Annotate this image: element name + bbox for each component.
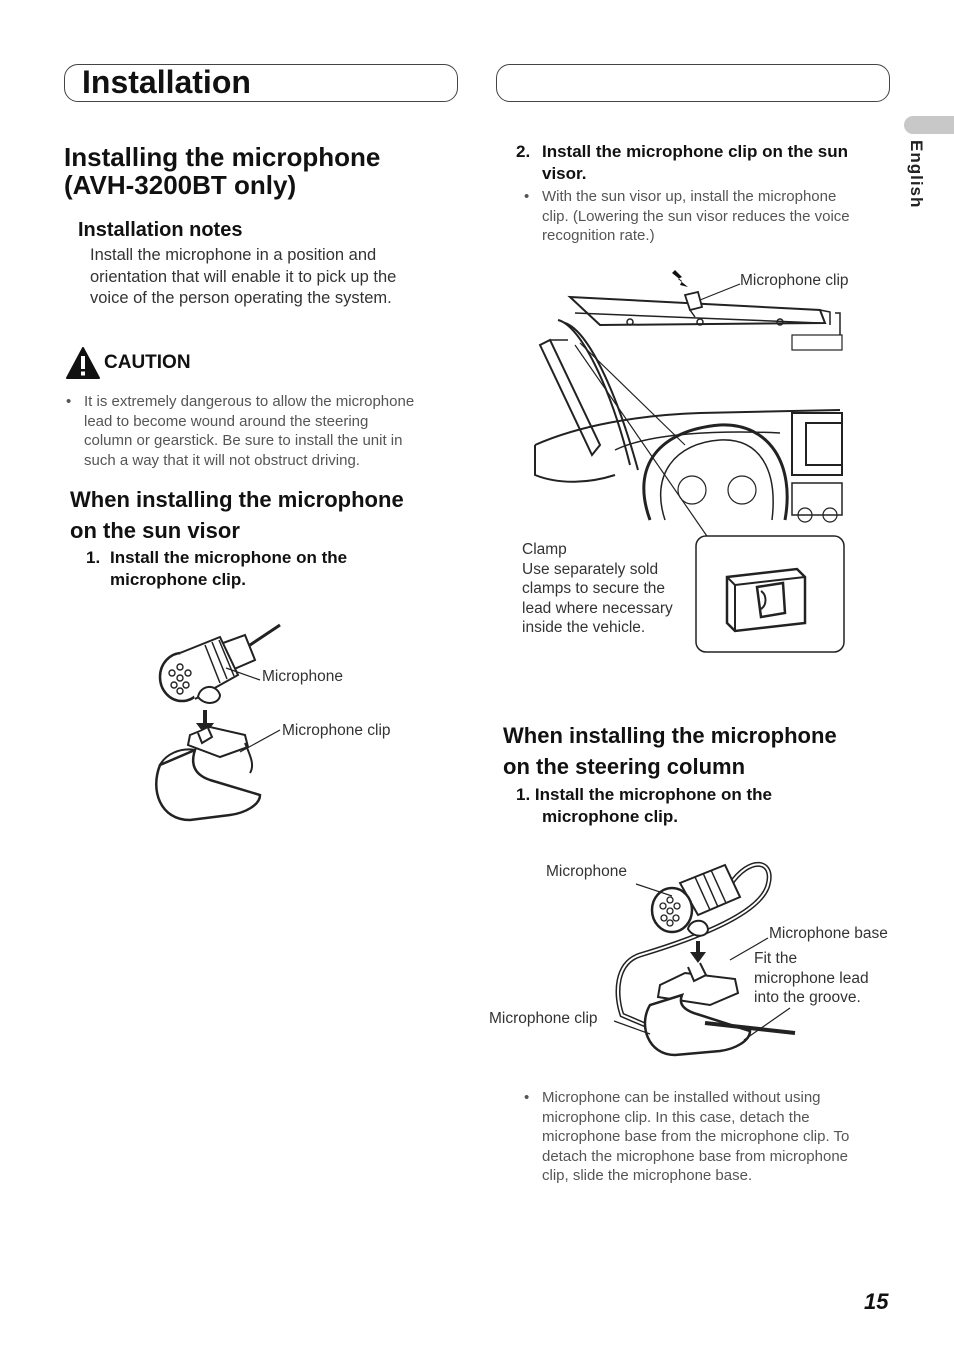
sunvisor-heading-line1: When installing the microphone [70, 487, 404, 512]
fig2-label-clip: Microphone clip [740, 272, 849, 289]
step2 [516, 141, 848, 185]
clamp-line: lead where necessary [522, 599, 673, 617]
caution-bullet [66, 392, 414, 470]
microphone-clip-illustration [150, 615, 290, 830]
fig3-fit-line: Fit the [754, 950, 798, 967]
fig3-leaders [0, 0, 1, 1]
step3-line: 1. Install the microphone on the [516, 785, 772, 804]
caution-line: It is extremely dangerous to allow the microphone [84, 393, 415, 410]
sunvisor-heading-line2: on the sun visor [70, 518, 240, 543]
clamp-inset-illustration [695, 535, 845, 653]
bullet-dot-icon: • [524, 188, 530, 205]
step2-bullet-line: With the sun visor up, install the microphone [542, 188, 837, 205]
section-title-line1: Installing the microphone [64, 142, 381, 172]
note-line: microphone clip. In this case, detach the [542, 1108, 810, 1126]
fig3-fit-line: into the groove. [754, 989, 861, 1006]
caution-label: CAUTION [104, 352, 191, 373]
steering-heading [503, 720, 837, 782]
warning-triangle-icon [66, 347, 100, 379]
page-title: Installation [82, 64, 251, 100]
step3 [516, 784, 772, 828]
section-title [64, 143, 380, 199]
clamp-text [522, 540, 673, 638]
step1 [86, 547, 347, 591]
fig3-label-clip: Microphone clip [489, 1010, 598, 1027]
bullet-dot-icon: • [524, 1089, 530, 1106]
step2-bullet [524, 187, 850, 246]
sunvisor-heading [70, 484, 404, 546]
step2-number: 2. [516, 142, 531, 161]
caution-line: such a way that it will not obstruct driving. [84, 451, 360, 469]
step1-line: microphone clip. [110, 570, 247, 589]
notes-text [90, 245, 396, 310]
fig1-label-microphone: Microphone [262, 668, 343, 685]
steering-note-bullet [524, 1088, 849, 1186]
note-line: clip, slide the microphone base. [542, 1167, 753, 1184]
page-number: 15 [864, 1289, 889, 1314]
fig3-label-microphone: Microphone [546, 863, 627, 880]
fig1-label-clip: Microphone clip [282, 722, 391, 739]
step1-line: Install the microphone on the [110, 548, 348, 567]
language-tab [904, 116, 954, 134]
section-title-line2: (AVH-3200BT only) [64, 170, 297, 200]
note-line: microphone base from the microphone clip. To [542, 1128, 850, 1145]
step2-line: visor. [542, 164, 587, 183]
language-label: English [907, 140, 926, 209]
step2-line: Install the microphone clip on the sun [542, 142, 849, 161]
note-line: detach the microphone base from microphone [542, 1147, 849, 1165]
steering-heading-line1: When installing the microphone [503, 723, 837, 748]
notes-heading: Installation notes [78, 219, 243, 241]
notes-line: Install the microphone in a position and [90, 246, 377, 264]
notes-line: orientation that will enable it to pick up the [90, 267, 397, 286]
clamp-line: clamps to secure the [522, 580, 666, 597]
bullet-dot-icon: • [66, 393, 72, 410]
fig3-fit-line: microphone lead [754, 969, 869, 987]
fig3-fit-note [754, 949, 869, 1008]
step2-bullet-line: recognition rate.) [542, 227, 655, 244]
step2-bullet-line: clip. (Lowering the sun visor reduces the voice [542, 207, 850, 225]
clamp-line: inside the vehicle. [522, 619, 646, 636]
step3-line: microphone clip. [542, 807, 679, 826]
notes-line: voice of the person operating the system. [90, 289, 392, 307]
clamp-line: Use separately sold [522, 560, 659, 578]
note-line: Microphone can be installed without using [542, 1089, 821, 1106]
clamp-title: Clamp [522, 541, 567, 558]
caution-line: lead to become wound around the steering [84, 412, 369, 430]
fig3-label-base: Microphone base [769, 925, 888, 942]
header-blank-box [496, 64, 890, 102]
step1-number: 1. [86, 548, 101, 567]
caution-line: column or gearstick. Be sure to install the unit in [84, 432, 403, 449]
steering-heading-line2: on the steering column [503, 754, 746, 779]
car-interior-illustration [520, 265, 845, 525]
